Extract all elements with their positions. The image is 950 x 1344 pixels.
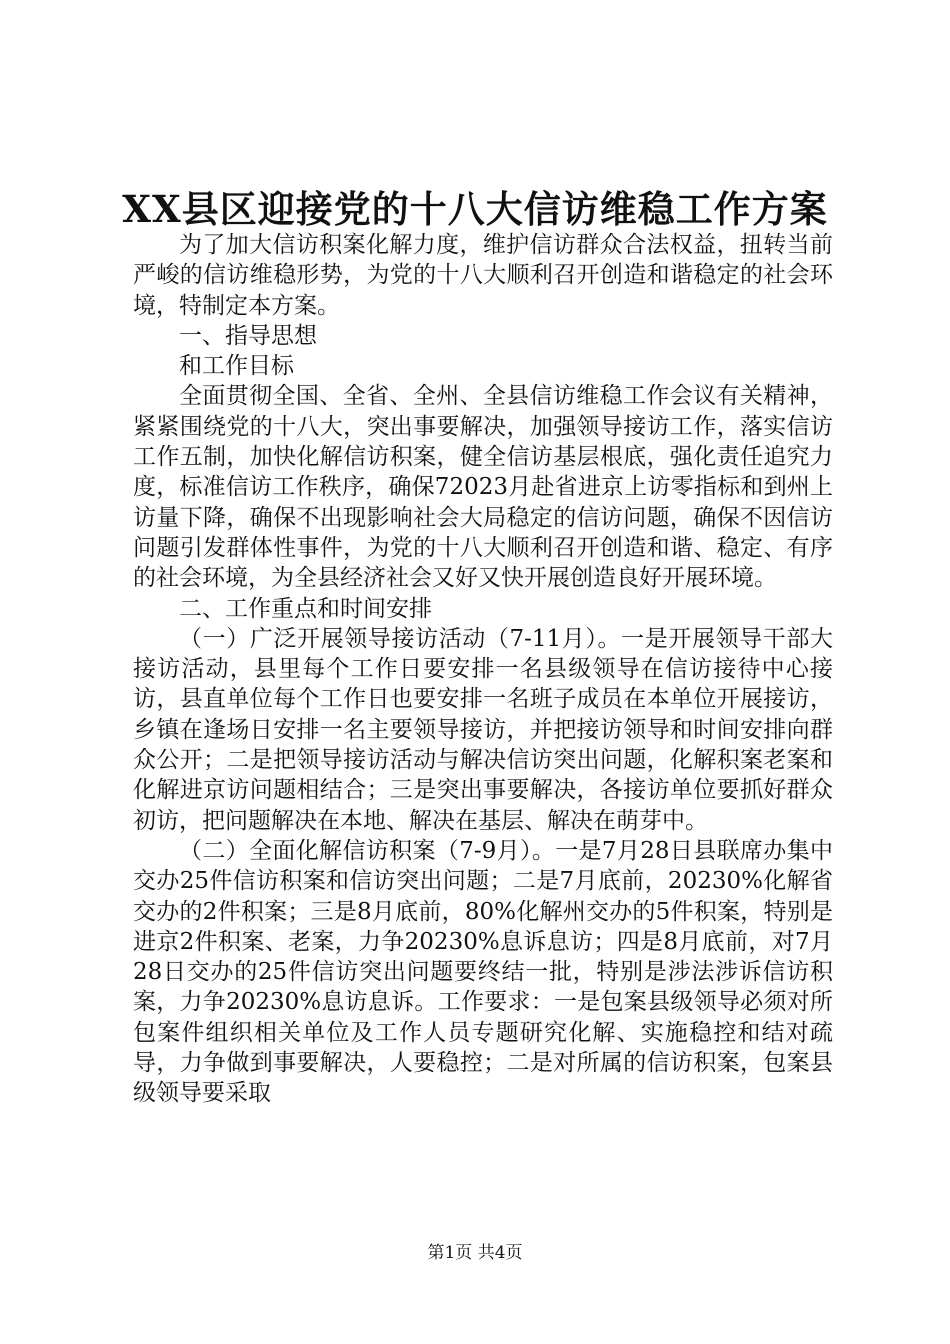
paragraph-intro: 为了加大信访积案化解力度，维护信访群众合法权益，扭转当前严峻的信访维稳形势，为党的十八大顺利召开创造和谐稳定的社会环境，特制定本方案。 xyxy=(133,232,833,319)
document-body xyxy=(133,230,833,1109)
heading-priorities-schedule: 二、工作重点和时间安排 xyxy=(179,595,432,622)
document-title: XX县区迎接党的十八大信访维稳工作方案 xyxy=(122,187,828,231)
paragraph-leader-reception: （一）广泛开展领导接访活动（7-11月）。一是开展领导干部大接访活动，县里每个工作日要安排一名县级领导在信访接待中心接访，县直单位每个工作日也要安排一名班子成员在本单位开展接访，乡镇在逢场日安排一名主要领导接访，并把接访领导和时间安排向群众公开；二是把领导接访活动与解决信访突出问题，化解积案老案和化解进京访问题相结合；三是突出事要解决，各接访单位要抓好群众初访，把问题解决在本地、解决在基层、解决在萌芽中。 xyxy=(133,625,833,834)
paragraph-resolve-backlog: （二）全面化解信访积案（7-9月）。一是7月28日县联席办集中交办25件信访积案和信访突出问题；二是7月底前，20230%化解省交办的2件积案；三是8月底前，80%化解州交办的5件积案，特别是进京2件积案、老案，力争20230%息诉息访；四是8月底前，对7月28日交办的25件信访突出问题要终结一批，特别是涉法涉诉信访积案，力争20230%息访息诉。工作要求：一是包案县级领导必须对所包案件组织相关单位及工作人员专题研究化解、实施稳控和结对疏导，力争做到事要解决，人要稳控；二是对所属的信访积案，包案县级领导要采取 xyxy=(133,837,833,1107)
paragraph-goals: 全面贯彻全国、全省、全州、全县信访维稳工作会议有关精神，紧紧围绕党的十八大，突出事要解决，加强领导接访工作，落实信访工作五制，加快化解信访积案，健全信访基层根底，强化责任追究力度，标准信访工作秩序，确保72023月赴省进京上访零指标和到州上访量下降，确保不出现影响社会大局稳定的信访问题，确保不因信访问题引发群体性事件，为党的十八大顺利召开创造和谐、稳定、有序的社会环境，为全县经济社会又好又快开展创造良好开展环境。 xyxy=(133,383,833,592)
page-number-footer: 第1页 共4页 xyxy=(427,1243,523,1263)
heading-guiding-thought: 一、指导思想 xyxy=(179,322,317,349)
heading-work-goals: 和工作目标 xyxy=(179,353,294,380)
